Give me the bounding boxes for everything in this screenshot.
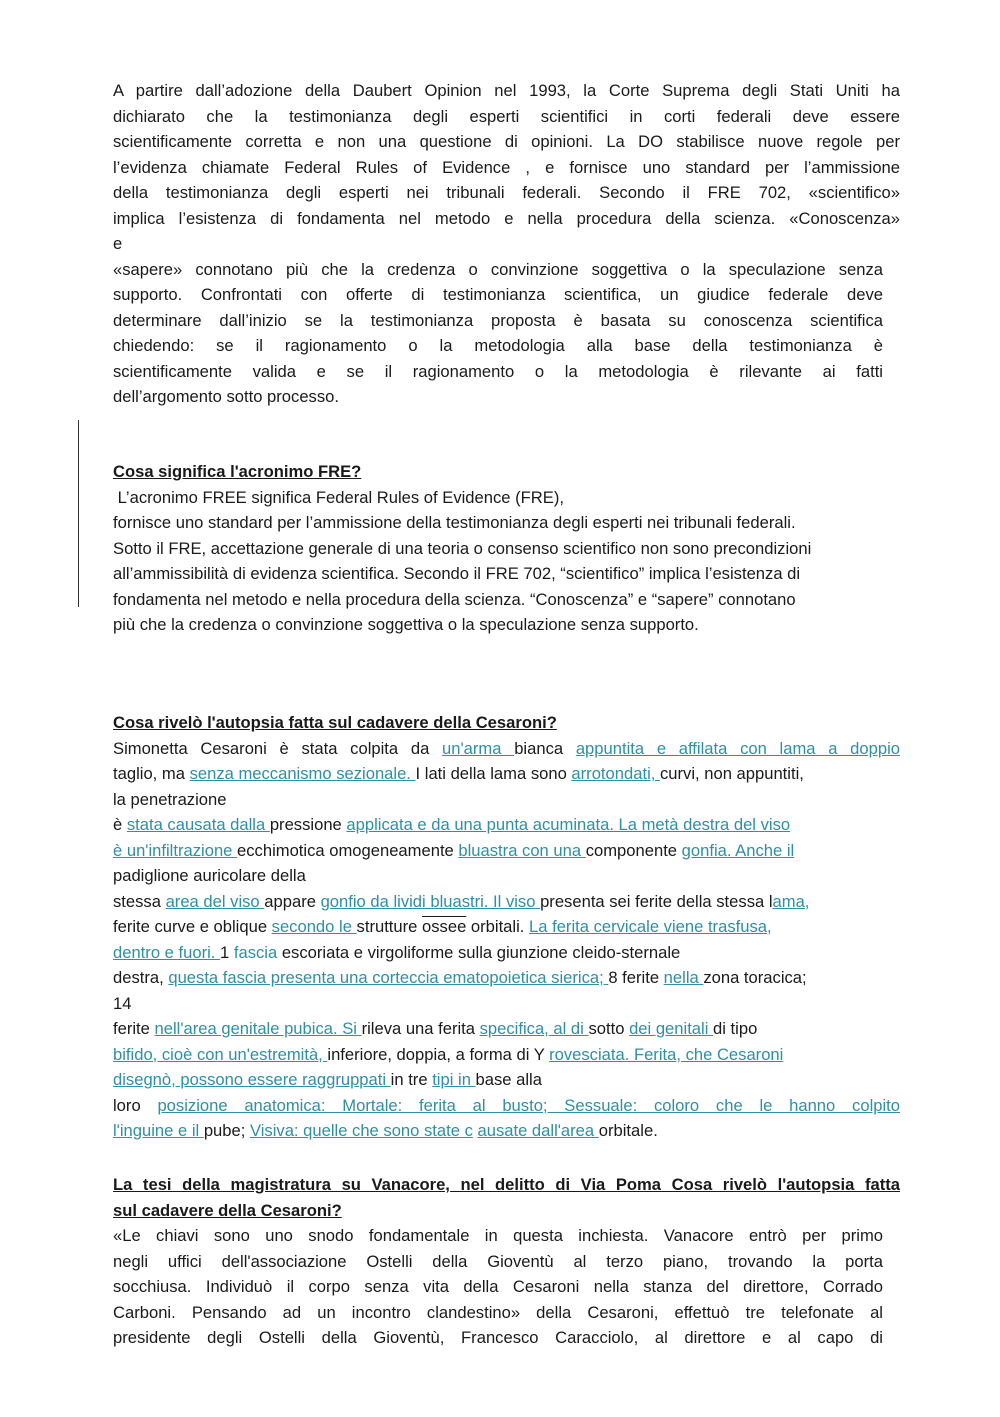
- paragraph-daubert: [113, 78, 900, 410]
- text-run: strutture: [356, 917, 423, 936]
- text-run: rileva una ferita: [361, 1019, 480, 1038]
- inline-link[interactable]: un'arma: [442, 738, 515, 758]
- text-line: scientificamente corretta e non una questione di opinioni. La DO stabilisce nuove regole per: [113, 132, 900, 151]
- text-run: I lati della lama sono: [415, 764, 572, 783]
- inline-link[interactable]: rovesciata. Ferita, che Cesaroni: [549, 1044, 784, 1064]
- text-run: 1: [220, 942, 234, 962]
- text-line: [113, 1067, 900, 1093]
- text-run: componente: [585, 840, 682, 860]
- inline-link[interactable]: ausate dall'area: [477, 1121, 599, 1140]
- inline-link[interactable]: appuntita e affilata con lama a doppio: [575, 738, 900, 758]
- inline-link[interactable]: l'inguine e il: [113, 1121, 204, 1140]
- inline-link[interactable]: applicata e da una punta acuminata. La metà destra del viso: [346, 815, 791, 834]
- inline-link[interactable]: La ferita cervicale viene trasfusa,: [529, 917, 772, 936]
- text-line: [113, 812, 900, 838]
- inline-link[interactable]: tipi in: [432, 1070, 476, 1089]
- text-line: padiglione auricolare della: [113, 866, 306, 885]
- text-run: è: [113, 815, 127, 834]
- inline-link[interactable]: specifica, al di: [479, 1019, 589, 1038]
- inline-link[interactable]: nella: [663, 968, 704, 987]
- inline-link[interactable]: bifido, cioè con un'estremità,: [113, 1044, 328, 1064]
- text-line: Carboni. Pensando ad un incontro clandestino» della Cesaroni, effettuò tre telefonate al: [113, 1302, 883, 1322]
- section-vanacore: [113, 1172, 900, 1351]
- text-line: [113, 1118, 900, 1144]
- text-line: [113, 1042, 900, 1068]
- text-run: ecchimotica omogeneamente: [237, 840, 459, 860]
- text-run: escoriata e virgoliforme sulla giunzione cleido-sternale: [277, 942, 681, 962]
- inline-link[interactable]: posizione anatomica: Mortale: ferita al busto; Sessuale: coloro che le hanno colpito: [157, 1095, 901, 1115]
- text-run: base alla: [475, 1070, 542, 1089]
- text-line: [113, 940, 900, 966]
- revision-bar: [78, 420, 79, 607]
- text-line: [113, 1016, 900, 1042]
- text-line: dichiarato che la testimonianza degli esperti scientifici in corti federali deve essere: [113, 106, 900, 126]
- text-line: determinare dall’inizio se la testimonianza proposta è basata su conoscenza scientifica: [113, 310, 883, 330]
- text-line: [113, 914, 900, 940]
- inline-link[interactable]: nell'area genitale pubica. Si: [154, 1019, 362, 1038]
- section-heading: Cosa rivelò l'autopsia fatta sul cadavere della Cesaroni?: [113, 713, 557, 732]
- inline-link[interactable]: arrotondati,: [571, 764, 660, 783]
- text-line: negli uffici dell'associazione Ostelli della Gioventù al terzo piano, trovando la porta: [113, 1251, 883, 1271]
- inline-link[interactable]: disegnò, possono essere raggruppati: [113, 1070, 391, 1089]
- inline-link[interactable]: senza meccanismo sezionale.: [189, 764, 416, 783]
- text-run: appare: [264, 891, 321, 911]
- text-run: pressione: [269, 815, 347, 834]
- text-run: inferiore, doppia, a forma di Y: [327, 1044, 550, 1064]
- text-run: orbitale.: [598, 1121, 658, 1140]
- section-heading: La tesi della magistratura su Vanacore, nel delitto di Via Poma Cosa rivelò l'autopsia fatta: [113, 1175, 900, 1194]
- text-line: più che la credenza o convinzione soggettiva o la speculazione senza supporto.: [113, 615, 699, 634]
- inline-link[interactable]: bluastra con una: [458, 840, 586, 860]
- text-line: all’ammissibilità di evidenza scientifica. Secondo il FRE 702, “scientifico” implica l’esistenza di: [113, 564, 801, 583]
- section-heading: sul cadavere della Cesaroni?: [113, 1200, 342, 1220]
- text-line: [113, 838, 900, 864]
- text-line: chiedendo: se il ragionamento o la metodologia alla base della testimonianza è: [113, 336, 883, 355]
- text-line: fornisce uno standard per l’ammissione della testimonianza degli esperti nei tribunali federali.: [113, 513, 796, 532]
- text-line: implica l’esistenza di fondamenta nel metodo e nella procedura della scienza. «Conoscenza»: [113, 208, 900, 228]
- text-run: sotto: [588, 1019, 630, 1038]
- section-fre: [113, 459, 900, 638]
- text-line: [113, 889, 900, 915]
- text-line: L’acronimo FREE significa Federal Rules of Evidence (FRE),: [113, 487, 564, 507]
- text-run: destra,: [113, 968, 169, 987]
- text-run: fascia: [233, 942, 278, 962]
- text-run: stessa: [113, 891, 166, 911]
- inline-link[interactable]: gonfia. Anche il: [681, 840, 795, 860]
- inline-link[interactable]: questa fascia presenta una corteccia ematopoietica sierica;: [168, 968, 609, 987]
- text-line: della testimonianza degli esperti nei tribunali federali. Secondo il FRE 702, «scientifico»: [113, 183, 900, 202]
- inline-link[interactable]: ama,: [772, 891, 810, 911]
- inline-link[interactable]: Visiva: quelle che sono state c: [249, 1121, 473, 1140]
- text-run: presenta sei ferite della stessa: [540, 891, 769, 911]
- text-line: la penetrazione: [113, 789, 227, 809]
- text-line: [113, 1093, 900, 1119]
- text-run: pube;: [203, 1121, 250, 1140]
- text-run: di tipo: [713, 1019, 758, 1038]
- inline-link[interactable]: area del viso: [165, 891, 265, 911]
- inline-link[interactable]: gonfio da lividi bluastri. Il viso: [320, 891, 541, 911]
- text-run: taglio, ma: [113, 764, 190, 783]
- text-run: curvi, non appuntiti,: [659, 764, 804, 783]
- text-run: orbitali.: [466, 917, 530, 936]
- text-line: scientificamente valida e se il ragionamento o la metodologia è rilevante ai fatti: [113, 361, 883, 381]
- text-line: fondamenta nel metodo e nella procedura della scienza. “Conoscenza” e “sapere” connotano: [113, 589, 796, 609]
- text-run: zona toracica;: [703, 968, 807, 987]
- text-line: «Le chiavi sono uno snodo fondamentale in questa inchiesta. Vanacore entrò per primo: [113, 1226, 883, 1245]
- text-run: in tre: [390, 1070, 433, 1089]
- section-heading: Cosa significa l'acronimo FRE?: [113, 462, 362, 481]
- text-run: ferite: [113, 1019, 155, 1038]
- text-line: dell’argomento sotto processo.: [113, 387, 339, 406]
- text-line: [113, 965, 900, 991]
- inline-link[interactable]: dentro e fuori.: [113, 942, 221, 962]
- text-line: e: [113, 234, 123, 253]
- text-line: socchiusa. Individuò il corpo senza vita della Cesaroni nella stanza del direttore, Corrado: [113, 1277, 883, 1296]
- text-run: loro: [113, 1095, 158, 1115]
- text-line: [113, 736, 900, 762]
- text-line: presidente degli Ostelli della Gioventù, Francesco Caracciolo, al direttore e al capo di: [113, 1328, 883, 1347]
- inline-link[interactable]: stata causata dalla: [126, 815, 270, 834]
- text-line: l’evidenza chiamate Federal Rules of Evidence , e fornisce uno standard per l’ammissione: [113, 157, 900, 177]
- text-line: 14: [113, 993, 132, 1013]
- inline-link[interactable]: secondo le: [271, 917, 357, 936]
- text-line: [113, 761, 900, 787]
- inline-link[interactable]: dei genitali: [629, 1019, 714, 1038]
- text-line: supporto. Confrontati con offerte di testimonianza scientifica, un giudice federale deve: [113, 285, 883, 304]
- text-run: Simonetta Cesaroni è stata colpita da: [113, 738, 443, 758]
- text-run: ossee: [422, 917, 467, 936]
- text-line: «sapere» connotano più che la credenza o convinzione soggettiva o la speculazione senza: [113, 259, 883, 279]
- text-run: l: [768, 891, 773, 911]
- text-line: A partire dall’adozione della Daubert Opinion nel 1993, la Corte Suprema degli Stati Uniti ha: [113, 81, 900, 100]
- section-autopsia: [113, 710, 900, 1144]
- text-run: bianca: [514, 738, 576, 758]
- text-run: 8 ferite: [608, 968, 664, 987]
- text-line: Sotto il FRE, accettazione generale di una teoria o consenso scientifico non sono precondizioni: [113, 538, 812, 558]
- inline-link[interactable]: è un'infiltrazione: [113, 840, 238, 860]
- text-run: ferite curve e oblique: [113, 917, 272, 936]
